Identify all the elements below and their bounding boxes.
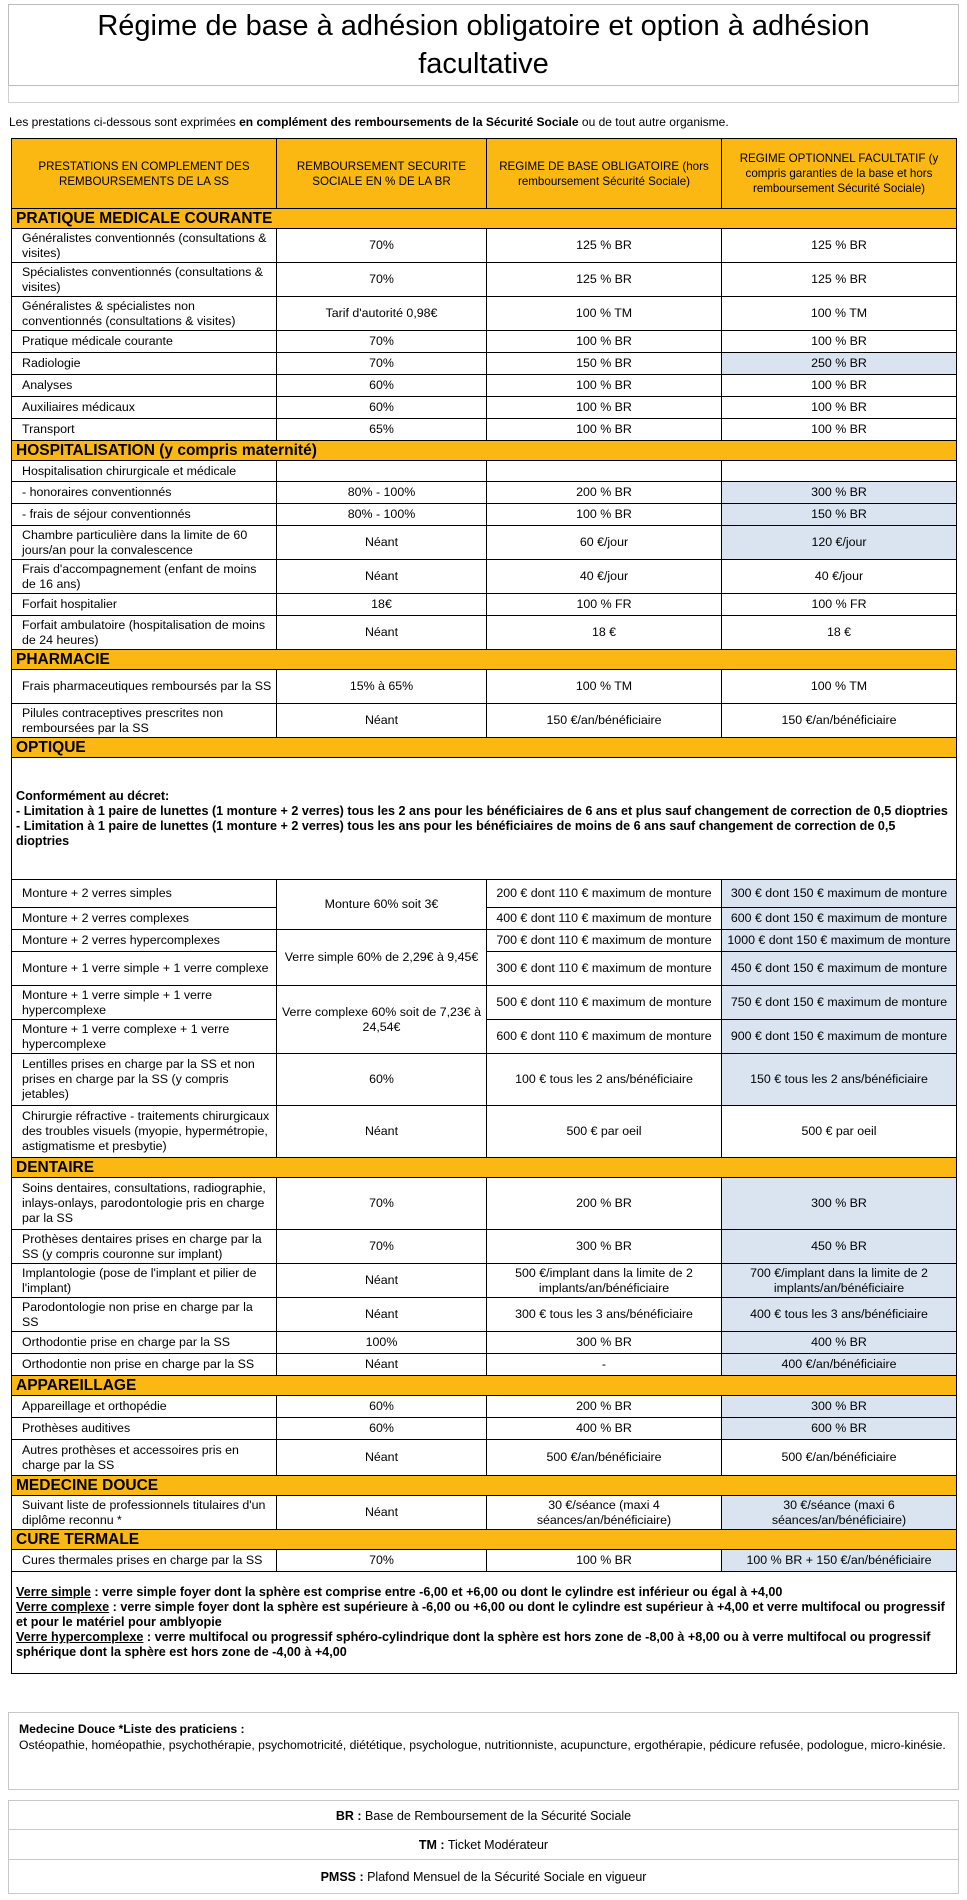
column-header: PRESTATIONS EN COMPLEMENT DES REMBOURSEMENTS DE LA SS — [12, 139, 277, 209]
base-value: 150 % BR — [487, 353, 722, 375]
section-header-medecine-douce: MEDECINE DOUCE — [12, 1476, 957, 1496]
benefit-label: Monture + 1 verre simple + 1 verre hypercomplexe — [12, 986, 277, 1020]
medecine-douce-note — [8, 1712, 959, 1790]
benefit-label: Chirurgie réfractive - traitements chirurgicaux des troubles visuels (myopie, hypermétropie, astigmatisme et presbytie) — [12, 1106, 277, 1158]
base-value: 100 € tous les 2 ans/bénéficiaire — [487, 1054, 722, 1106]
table-row — [12, 1298, 957, 1332]
ss-rate: 60% — [277, 1418, 487, 1440]
base-value: 700 € dont 110 € maximum de monture — [487, 930, 722, 952]
benefit-label: Hospitalisation chirurgicale et médicale — [12, 461, 277, 482]
table-row — [12, 1440, 957, 1476]
ss-rate: Néant — [277, 1298, 487, 1332]
option-value: 18 € — [722, 616, 957, 650]
ss-rate: 70% — [277, 331, 487, 353]
table-row — [12, 880, 957, 908]
table-row — [12, 504, 957, 526]
benefit-label: Cures thermales prises en charge par la SS — [12, 1550, 277, 1572]
option-value: 500 €/an/bénéficiaire — [722, 1440, 957, 1476]
ss-rate: 65% — [277, 419, 487, 441]
benefit-label: Transport — [12, 419, 277, 441]
ss-rate: 60% — [277, 397, 487, 419]
benefits-table — [11, 138, 957, 1674]
section-header-hospitalisation: HOSPITALISATION (y compris maternité) — [12, 441, 957, 461]
base-value: 500 € par oeil — [487, 1106, 722, 1158]
note-line: - Limitation à 1 paire de lunettes (1 monture + 2 verres) tous les 2 ans pour les bénéficiaires de 6 ans et plus sauf changement de correction de 0,5 dioptries — [16, 803, 948, 818]
table-row — [12, 419, 957, 441]
ss-rate: Néant — [277, 1440, 487, 1476]
ss-rate: Verre simple 60% de 2,29€ à 9,45€ — [277, 930, 487, 986]
option-value: 100 % BR — [722, 331, 957, 353]
page-title: Régime de base à adhésion obligatoire et option à adhésion facultative — [8, 4, 959, 86]
base-value: 600 € dont 110 € maximum de monture — [487, 1020, 722, 1054]
base-value: 100 % BR — [487, 331, 722, 353]
table-row — [12, 263, 957, 297]
ss-rate: Monture 60% soit 3€ — [277, 880, 487, 930]
ss-rate: Néant — [277, 1106, 487, 1158]
table-row — [12, 375, 957, 397]
benefit-label: Appareillage et orthopédie — [12, 1396, 277, 1418]
base-value: - — [487, 1354, 722, 1376]
option-value: 120 €/jour — [722, 526, 957, 560]
definition-line: Verre complexe : verre simple foyer dont la sphère est supérieure à -6,00 ou +6,00 ou dont le cylindre est supérieur à +4,00 et verre multifocal ou progressif et pour le matériel pour amblyopie — [16, 1600, 945, 1629]
option-value: 300 € dont 150 € maximum de monture — [722, 880, 957, 908]
benefit-label: Forfait ambulatoire (hospitalisation de moins de 24 heures) — [12, 616, 277, 650]
ss-rate: 60% — [277, 1396, 487, 1418]
footer-br: BR : Base de Remboursement de la Sécurité Sociale — [8, 1800, 959, 1830]
ss-rate: 18€ — [277, 594, 487, 616]
option-value: 300 % BR — [722, 1178, 957, 1230]
table-row — [12, 353, 957, 375]
ss-rate: 70% — [277, 229, 487, 263]
benefit-label: Frais d'accompagnement (enfant de moins de 16 ans) — [12, 560, 277, 594]
table-row — [12, 1054, 957, 1106]
table-row — [12, 1396, 957, 1418]
base-value: 100 % BR — [487, 504, 722, 526]
base-value: 500 €/implant dans la limite de 2 implants/an/bénéficiaire — [487, 1264, 722, 1298]
base-value: 200 € dont 110 € maximum de monture — [487, 880, 722, 908]
base-value: 300 € tous les 3 ans/bénéficiaire — [487, 1298, 722, 1332]
table-row — [12, 397, 957, 419]
option-value: 250 % BR — [722, 353, 957, 375]
table-row — [12, 1230, 957, 1264]
table-row — [12, 482, 957, 504]
section-header-appareillage: APPAREILLAGE — [12, 1376, 957, 1396]
ss-rate: Néant — [277, 560, 487, 594]
benefit-label: Chambre particulière dans la limite de 60 jours/an pour la convalescence — [12, 526, 277, 560]
option-value — [722, 461, 957, 482]
option-value: 30 €/séance (maxi 6 séances/an/bénéficiaire) — [722, 1496, 957, 1530]
benefit-label: Analyses — [12, 375, 277, 397]
option-value: 100 % BR — [722, 419, 957, 441]
note-line: Conformément au décret: — [16, 788, 170, 803]
base-value: 40 €/jour — [487, 560, 722, 594]
glass-definitions-row — [12, 1572, 957, 1674]
table-row — [12, 1418, 957, 1440]
column-header: REGIME OPTIONNEL FACULTATIF (y compris garanties de la base et hors remboursement Sécurité Sociale) — [722, 139, 957, 209]
base-value: 100 % BR — [487, 397, 722, 419]
base-value: 300 € dont 110 € maximum de monture — [487, 952, 722, 986]
base-value: 125 % BR — [487, 229, 722, 263]
optique-note-row — [12, 758, 957, 880]
benefit-label: Monture + 1 verre complexe + 1 verre hypercomplexe — [12, 1020, 277, 1054]
benefit-label: - frais de séjour conventionnés — [12, 504, 277, 526]
option-value: 150 € tous les 2 ans/bénéficiaire — [722, 1054, 957, 1106]
glass-definitions — [12, 1572, 957, 1674]
column-header: REMBOURSEMENT SECURITE SOCIALE EN % DE LA BR — [277, 139, 487, 209]
table-header-row — [12, 139, 957, 209]
benefit-label: Soins dentaires, consultations, radiographie, inlays-onlays, parodontologie pris en charge par la SS — [12, 1178, 277, 1230]
ss-rate: Néant — [277, 704, 487, 738]
section-header-pharmacie: PHARMACIE — [12, 650, 957, 670]
table-row — [12, 1550, 957, 1572]
option-value: 100 % BR — [722, 397, 957, 419]
benefit-label: Spécialistes conventionnés (consultations & visites) — [12, 263, 277, 297]
benefit-label: Orthodontie non prise en charge par la SS — [12, 1354, 277, 1376]
section-header-optique: OPTIQUE — [12, 738, 957, 758]
table-row — [12, 1178, 957, 1230]
benefit-label: Radiologie — [12, 353, 277, 375]
base-value: 300 % BR — [487, 1332, 722, 1354]
base-value: 100 % TM — [487, 297, 722, 331]
table-row — [12, 704, 957, 738]
benefit-label: Auxiliaires médicaux — [12, 397, 277, 419]
base-value: 100 % TM — [487, 670, 722, 704]
ss-rate: 70% — [277, 1550, 487, 1572]
definition-line: Verre simple : verre simple foyer dont la sphère est comprise entre -6,00 et +6,00 ou dont le cylindre est inférieur ou égal à +4,00 — [16, 1585, 783, 1599]
option-value: 125 % BR — [722, 263, 957, 297]
table-row — [12, 560, 957, 594]
ss-rate: 60% — [277, 1054, 487, 1106]
base-value: 125 % BR — [487, 263, 722, 297]
option-value: 100 % FR — [722, 594, 957, 616]
option-value: 400 € tous les 3 ans/bénéficiaire — [722, 1298, 957, 1332]
table-row — [12, 1332, 957, 1354]
option-value: 100 % BR + 150 €/an/bénéficiaire — [722, 1550, 957, 1572]
base-value: 30 €/séance (maxi 4 séances/an/bénéficiaire) — [487, 1496, 722, 1530]
ss-rate: Tarif d'autorité 0,98€ — [277, 297, 487, 331]
benefit-label: Parodontologie non prise en charge par la SS — [12, 1298, 277, 1332]
base-value: 300 % BR — [487, 1230, 722, 1264]
base-value: 200 % BR — [487, 1178, 722, 1230]
option-value: 700 €/implant dans la limite de 2 implants/an/bénéficiaire — [722, 1264, 957, 1298]
ss-rate: 80% - 100% — [277, 504, 487, 526]
table-row — [12, 229, 957, 263]
section-header-cure-thermale: CURE TERMALE — [12, 1530, 957, 1550]
ss-rate: 70% — [277, 353, 487, 375]
benefit-label: Généralistes conventionnés (consultations & visites) — [12, 229, 277, 263]
ss-rate: 100% — [277, 1332, 487, 1354]
table-row — [12, 1496, 957, 1530]
option-value: 125 % BR — [722, 229, 957, 263]
medecine-douce-heading: Medecine Douce *Liste des praticiens : — [19, 1722, 245, 1736]
table-row — [12, 331, 957, 353]
benefit-label: Généralistes & spécialistes non conventionnés (consultations & visites) — [12, 297, 277, 331]
ss-rate: Néant — [277, 526, 487, 560]
ss-rate — [277, 461, 487, 482]
option-value: 100 % TM — [722, 297, 957, 331]
optique-note — [12, 758, 957, 880]
base-value: 100 % BR — [487, 1550, 722, 1572]
note-line: - Limitation à 1 paire de lunettes (1 monture + 2 verres) tous les ans pour les bénéficiaires de moins de 6 ans sauf changement de correction de 0,5 dioptries — [16, 818, 896, 848]
ss-rate: 70% — [277, 1178, 487, 1230]
option-value: 750 € dont 150 € maximum de monture — [722, 986, 957, 1020]
ss-rate: 70% — [277, 1230, 487, 1264]
option-value: 450 € dont 150 € maximum de monture — [722, 952, 957, 986]
medecine-douce-list: Ostéopathie, homéopathie, psychothérapie, psychomotricité, diététique, psychologue, nutritionniste, acupuncture, ergothérapie, pédicure refusée, podologue, micro-kinésie. — [19, 1738, 946, 1752]
option-value: 150 €/an/bénéficiaire — [722, 704, 957, 738]
base-value: 500 €/an/bénéficiaire — [487, 1440, 722, 1476]
spacer-row — [8, 86, 959, 103]
base-value: 500 € dont 110 € maximum de monture — [487, 986, 722, 1020]
option-value: 500 € par oeil — [722, 1106, 957, 1158]
option-value: 40 €/jour — [722, 560, 957, 594]
base-value — [487, 461, 722, 482]
base-value: 60 €/jour — [487, 526, 722, 560]
section-header-dentaire: DENTAIRE — [12, 1158, 957, 1178]
benefit-label: Prothèses dentaires prises en charge par la SS (y compris couronne sur implant) — [12, 1230, 277, 1264]
base-value: 18 € — [487, 616, 722, 650]
table-row — [12, 297, 957, 331]
benefit-label: Suivant liste de professionnels titulaires d'un diplôme reconnu * — [12, 1496, 277, 1530]
option-value: 600 € dont 150 € maximum de monture — [722, 908, 957, 930]
intro-text: Les prestations ci-dessous sont exprimées en complément des remboursements de la Sécurité Sociale ou de tout autre organisme. — [9, 115, 729, 129]
benefit-label: Autres prothèses et accessoires pris en charge par la SS — [12, 1440, 277, 1476]
option-value: 150 % BR — [722, 504, 957, 526]
base-value: 400 € dont 110 € maximum de monture — [487, 908, 722, 930]
ss-rate: Néant — [277, 1496, 487, 1530]
benefit-label: Pratique médicale courante — [12, 331, 277, 353]
base-value: 100 % BR — [487, 419, 722, 441]
table-row — [12, 616, 957, 650]
table-row — [12, 986, 957, 1020]
benefit-label: Lentilles prises en charge par la SS et non prises en charge par la SS (y compris jetables) — [12, 1054, 277, 1106]
ss-rate: Néant — [277, 616, 487, 650]
benefit-label: Frais pharmaceutiques remboursés par la SS — [12, 670, 277, 704]
option-value: 1000 € dont 150 € maximum de monture — [722, 930, 957, 952]
option-value: 100 % TM — [722, 670, 957, 704]
ss-rate: 60% — [277, 375, 487, 397]
benefit-label: Orthodontie prise en charge par la SS — [12, 1332, 277, 1354]
table-row — [12, 1354, 957, 1376]
benefit-label: Forfait hospitalier — [12, 594, 277, 616]
benefit-label: Monture + 2 verres hypercomplexes — [12, 930, 277, 952]
base-value: 200 % BR — [487, 482, 722, 504]
column-header: REGIME DE BASE OBLIGATOIRE (hors remboursement Sécurité Sociale) — [487, 139, 722, 209]
option-value: 900 € dont 150 € maximum de monture — [722, 1020, 957, 1054]
ss-rate: Néant — [277, 1354, 487, 1376]
option-value: 100 % BR — [722, 375, 957, 397]
option-value: 300 % BR — [722, 482, 957, 504]
option-value: 400 €/an/bénéficiaire — [722, 1354, 957, 1376]
benefit-label: - honoraires conventionnés — [12, 482, 277, 504]
base-value: 150 €/an/bénéficiaire — [487, 704, 722, 738]
ss-rate: 15% à 65% — [277, 670, 487, 704]
benefit-label: Monture + 2 verres simples — [12, 880, 277, 908]
option-value: 450 % BR — [722, 1230, 957, 1264]
benefit-label: Monture + 1 verre simple + 1 verre complexe — [12, 952, 277, 986]
option-value: 300 % BR — [722, 1396, 957, 1418]
benefit-label: Implantologie (pose de l'implant et pilier de l'implant) — [12, 1264, 277, 1298]
definition-line: Verre hypercomplexe : verre multifocal ou progressif sphéro-cylindrique dont la sphère est hors zone de -8,00 à +8,00 ou à verre multifocal ou progressif sphérique dont la sphère est hors zone de -4,00 à +4,00 — [16, 1630, 931, 1659]
footer-pmss: PMSS : Plafond Mensuel de la Sécurité Sociale en vigueur — [8, 1860, 959, 1894]
table-row — [12, 1264, 957, 1298]
base-value: 400 % BR — [487, 1418, 722, 1440]
section-header-pratique: PRATIQUE MEDICALE COURANTE — [12, 209, 957, 229]
table-row — [12, 526, 957, 560]
ss-rate: 80% - 100% — [277, 482, 487, 504]
table-row — [12, 594, 957, 616]
base-value: 100 % FR — [487, 594, 722, 616]
benefit-label: Pilules contraceptives prescrites non remboursées par la SS — [12, 704, 277, 738]
ss-rate: Verre complexe 60% soit de 7,23€ à 24,54€ — [277, 986, 487, 1054]
base-value: 200 % BR — [487, 1396, 722, 1418]
footer-tm: TM : Ticket Modérateur — [8, 1830, 959, 1860]
option-value: 600 % BR — [722, 1418, 957, 1440]
option-value: 400 % BR — [722, 1332, 957, 1354]
base-value: 100 % BR — [487, 375, 722, 397]
benefit-label: Monture + 2 verres complexes — [12, 908, 277, 930]
table-row — [12, 1106, 957, 1158]
table-row — [12, 930, 957, 952]
ss-rate: 70% — [277, 263, 487, 297]
table-row — [12, 670, 957, 704]
benefit-label: Prothèses auditives — [12, 1418, 277, 1440]
table-row — [12, 461, 957, 482]
ss-rate: Néant — [277, 1264, 487, 1298]
